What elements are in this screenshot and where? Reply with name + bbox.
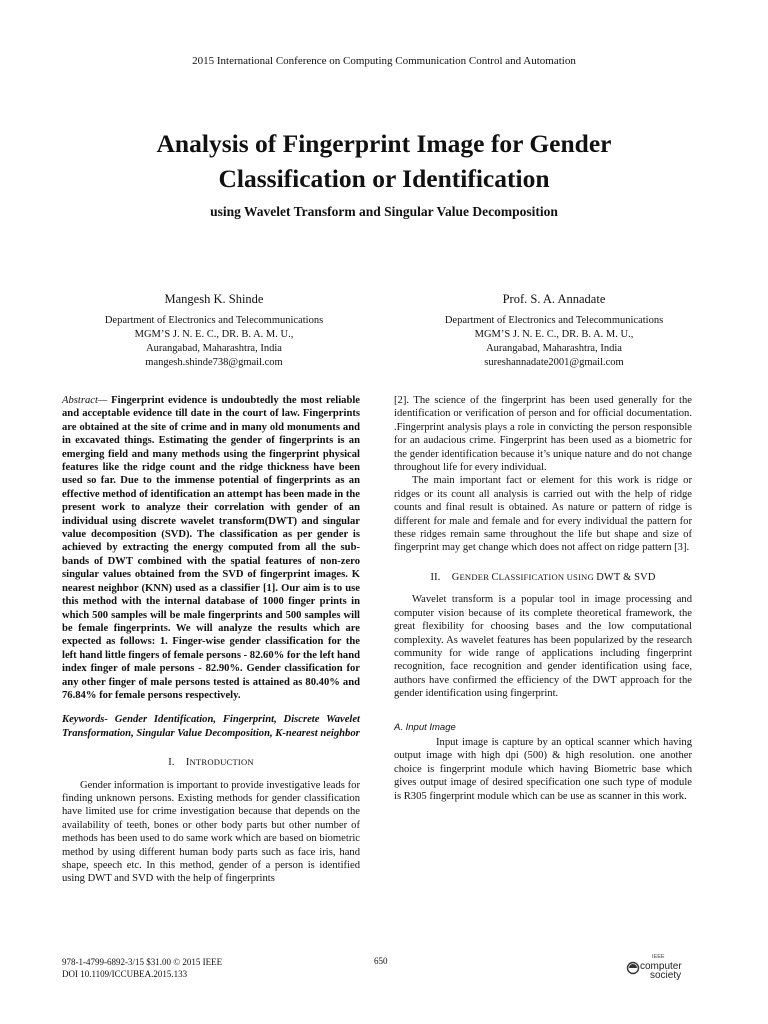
subsection-heading-input-image: A. Input Image: [394, 721, 456, 733]
title-line-1: Analysis of Fingerprint Image for Gender: [156, 129, 612, 158]
paper-title: [60, 126, 708, 196]
computer-society-logo-icon: [624, 951, 704, 981]
abstract-text: Fingerprint evidence is undoubtedly the most reliable and acceptable evidence till date in the court of law. Fingerprints are obtained at the site of crime and in many old monuments and in excavated things. Estimating the gender of fingerprints is an emerging field and many methods using the fingerprint physical features like the ridge count and the ridge thickness have been used so far. Due to the immense potential of fingerprints as an effective method of identification an attempt has been made in the present work to analyze their correlation with gender of an individual using discrete wavelet transform(DWT) and singular value decomposition (SVD). The classification as per gender is achieved by extracting the energy computed from all the sub-bands of DWT combined with the spatial features of non-zero singular values obtained from the SVD of fingerprint images. K nearest neighbor (KNN) used as a classifier [1]. Our aim is to use this method with the internal database of 1000 finger prints in which 500 samples will be male fingerprints and 500 samples will be female fingerprints. We will analyze the results which are expected as follows: 1. Finger-wise gender classification for the left hand little fingers of female persons - 82.60% for the left hand index finger of male persons - 82.90%. Gender classification for any other finger of male persons tested is attained as 80.40% and 76.84% for female persons respectively.: [62, 395, 360, 701]
author-2-dept: Department of Electronics and Telecommunications: [444, 315, 664, 326]
page-number: 650: [374, 956, 388, 966]
input-image-paragraph: Input image is capture by an optical scanner which having output image with high dpi (500) & high resolution. one another choice is fingerprint module which having Biometric base which gives output image of desired specification one such type of module is R305 fingerprint module which can be use as scanner in this work.: [394, 736, 692, 802]
ieee-computer-society-logo: [624, 951, 704, 981]
footer-copyright: [62, 956, 222, 980]
keywords: Keywords- Gender Identification, Fingerprint, Discrete Wavelet Transformation, Singular Value Decomposition, K-nearest neighbor: [62, 714, 360, 739]
left-column: [62, 394, 360, 886]
section-heading-introduction: I. INTRODUCTION: [168, 757, 254, 769]
author-2-name: Prof. S. A. Annadate: [502, 292, 606, 306]
author-1: [64, 292, 364, 370]
logo-computer-text: computer: [640, 961, 682, 972]
right-paragraph-2: The main important fact or element for this work is ridge or ridges or its count all analysis is carried out with the help of ridge counts and final result is obtained. As nature or pattern of ridge is different for male and female and for every individual the pattern for these ridges remain same throughout the life but shape and size of fingerprint may get change which does not affect on ridge pattern [3].: [394, 475, 692, 554]
footer-doi: DOI 10.1109/ICCUBEA.2015.133: [62, 969, 188, 979]
author-1-dept: Department of Electronics and Telecommunications: [104, 315, 324, 326]
abstract: [62, 394, 360, 702]
section-heading-gender-classification: II. GENDER CLASSIFICATION USING DWT & SVD: [430, 571, 656, 583]
author-2: [404, 292, 704, 370]
introduction-paragraph: Gender information is important to provide investigative leads for finding unknown persons. Existing methods for gender classification have limited use for crime investigation because that depends on the availability of teeth, bones or other body parts but other number of methods has been used to do same work which are based on biometric method by using different human body parts such as face iris, hand shape, speech etc. In this method, gender of a person is identified using DWT and SVD with the help of fingerprints: [62, 779, 360, 885]
logo-society-text: society: [650, 970, 682, 981]
footer-isbn: 978-1-4799-6892-3/15 $31.00 © 2015 IEEE: [62, 957, 223, 967]
title-line-2: Classification or Identification: [218, 164, 550, 193]
author-1-email[interactable]: mangesh.shinde738@gmail.com: [145, 357, 283, 368]
right-paragraph-1: [2]. The science of the fingerprint has been used generally for the identification or verification of person and for official documentation. .Fingerprint analysis plays a role in convicting the person responsible for an audacious crime. Fingerprint has been used as a biometric for the gender identification because it’s unique nature and do not change throughout life for every individual.: [394, 395, 692, 474]
author-2-email[interactable]: sureshannadate2001@gmail.com: [484, 357, 624, 368]
paper-subtitle: using Wavelet Transform and Singular Value Decomposition: [210, 204, 558, 219]
conference-header: 2015 International Conference on Computing Communication Control and Automation: [192, 55, 576, 67]
author-2-inst: MGM’S J. N. E. C., DR. B. A. M. U.,: [474, 329, 634, 340]
right-column: [394, 394, 692, 803]
author-1-city: Aurangabad, Maharashtra, India: [146, 343, 282, 354]
section-2-paragraph: Wavelet transform is a popular tool in image processing and computer vision because of its complete theoretical framework, the great flexibility for choosing bases and the low computational complexity. As wavelet features has been popularized by the research community for wide range of applications including fingerprint recognition, face recognition and gender identification using face, authors have confirmed the efficiency of the DWT approach for the gender identification using fingerprint.: [394, 594, 692, 700]
logo-ieee-text: IEEE: [652, 954, 665, 960]
abstract-label: Abstract—: [62, 395, 108, 406]
author-1-name: Mangesh K. Shinde: [164, 292, 264, 306]
author-1-inst: MGM’S J. N. E. C., DR. B. A. M. U.,: [134, 329, 294, 340]
author-2-city: Aurangabad, Maharashtra, India: [486, 343, 622, 354]
